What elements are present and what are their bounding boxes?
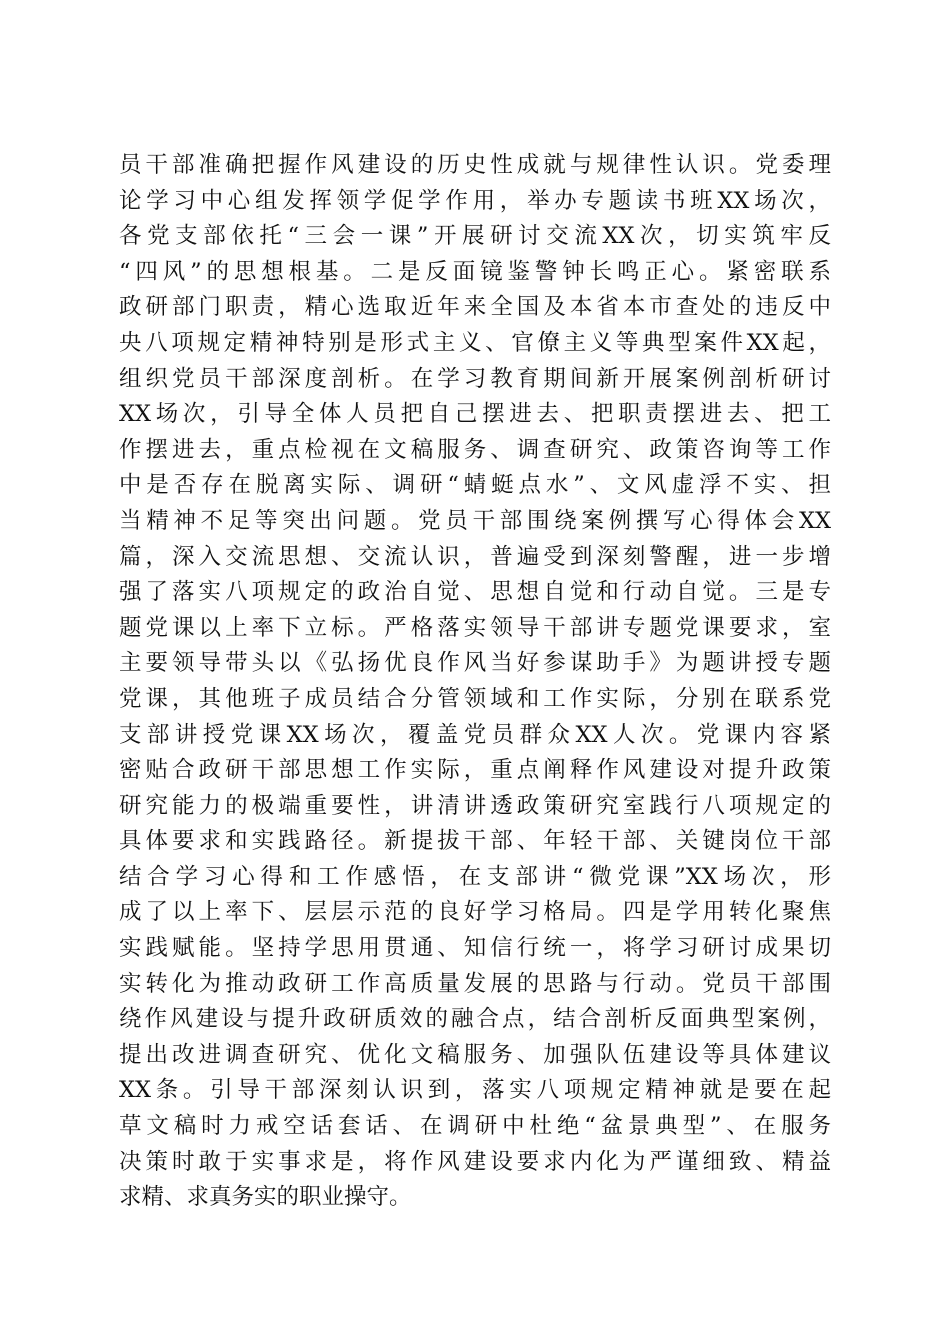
text-line: 员干部准确把握作风建设的历史性成就与规律性认识。党委理 [119, 152, 831, 178]
body-paragraph [119, 148, 831, 1216]
text-line: 决策时敢于实事求是，将作风建设要求内化为严谨细致、精益 [119, 1148, 831, 1175]
text-line: 篇，深入交流思想、交流认识，普遍受到深刻警醒，进一步增 [119, 543, 831, 570]
text-line: 主要领导带头以《弘扬优良作风当好参谋助手》为题讲授专题 [119, 650, 831, 677]
text-line: 组织党员干部深度剖析。在学习教育期间新开展案例剖析研讨 [119, 365, 831, 392]
text-line: 求精、求真务实的职业操守。 [119, 1184, 412, 1211]
text-line: 实转化为推动政研工作高质量发展的思路与行动。党员干部围 [119, 970, 831, 997]
text-line: 密贴合政研干部思想工作实际，重点阐释作风建设对提升政策 [119, 757, 831, 784]
text-line: 绕作风建设与提升政研质效的融合点，结合剖析反面典型案例， [119, 1006, 831, 1033]
text-line: 提出改进调查研究、优化文稿服务、加强队伍建设等具体建议 [119, 1041, 831, 1068]
text-line: 研究能力的极端重要性，讲清讲透政策研究室践行八项规定的 [119, 792, 831, 819]
text-line: “四风”的思想根基。二是反面镜鉴警钟长鸣正心。紧密联系 [119, 258, 831, 285]
text-line: 结合学习心得和工作感悟，在支部讲“微党课”XX场次，形 [119, 863, 831, 890]
text-line: 中是否存在脱离实际、调研“蜻蜓点水”、文风虚浮不实、担 [119, 472, 831, 499]
text-line: 作摆进去，重点检视在文稿服务、调查研究、政策咨询等工作 [119, 436, 831, 463]
text-line: 党课，其他班子成员结合分管领域和工作实际，分别在联系党 [119, 685, 831, 712]
text-line: 央八项规定精神特别是形式主义、官僚主义等典型案件XX起， [119, 329, 831, 356]
text-line: 政研部门职责，精心选取近年来全国及本省本市查处的违反中 [119, 294, 831, 321]
text-line: XX场次，引导全体人员把自己摆进去、把职责摆进去、把工 [119, 401, 831, 428]
text-line: 当精神不足等突出问题。党员干部围绕案例撰写心得体会XX [119, 507, 831, 534]
text-line: 支部讲授党课XX场次，覆盖党员群众XX人次。党课内容紧 [119, 721, 831, 748]
text-line: 强了落实八项规定的政治自觉、思想自觉和行动自觉。三是专 [119, 579, 831, 606]
text-line: XX条。引导干部深刻认识到，落实八项规定精神就是要在起 [119, 1077, 831, 1104]
text-line: 论学习中心组发挥领学促学作用，举办专题读书班XX场次， [119, 187, 831, 214]
text-line: 各党支部依托“三会一课”开展研讨交流XX次，切实筑牢反 [119, 223, 831, 250]
text-line: 草文稿时力戒空话套话、在调研中杜绝“盆景典型”、在服务 [119, 1113, 831, 1140]
text-line: 题党课以上率下立标。严格落实领导干部讲专题党课要求，室 [119, 614, 831, 641]
text-line: 实践赋能。坚持学思用贯通、知信行统一，将学习研讨成果切 [119, 935, 831, 962]
text-line: 成了以上率下、层层示范的良好学习格局。四是学用转化聚焦 [119, 899, 831, 926]
text-line: 具体要求和实践路径。新提拔干部、年轻干部、关键岗位干部 [119, 828, 831, 855]
